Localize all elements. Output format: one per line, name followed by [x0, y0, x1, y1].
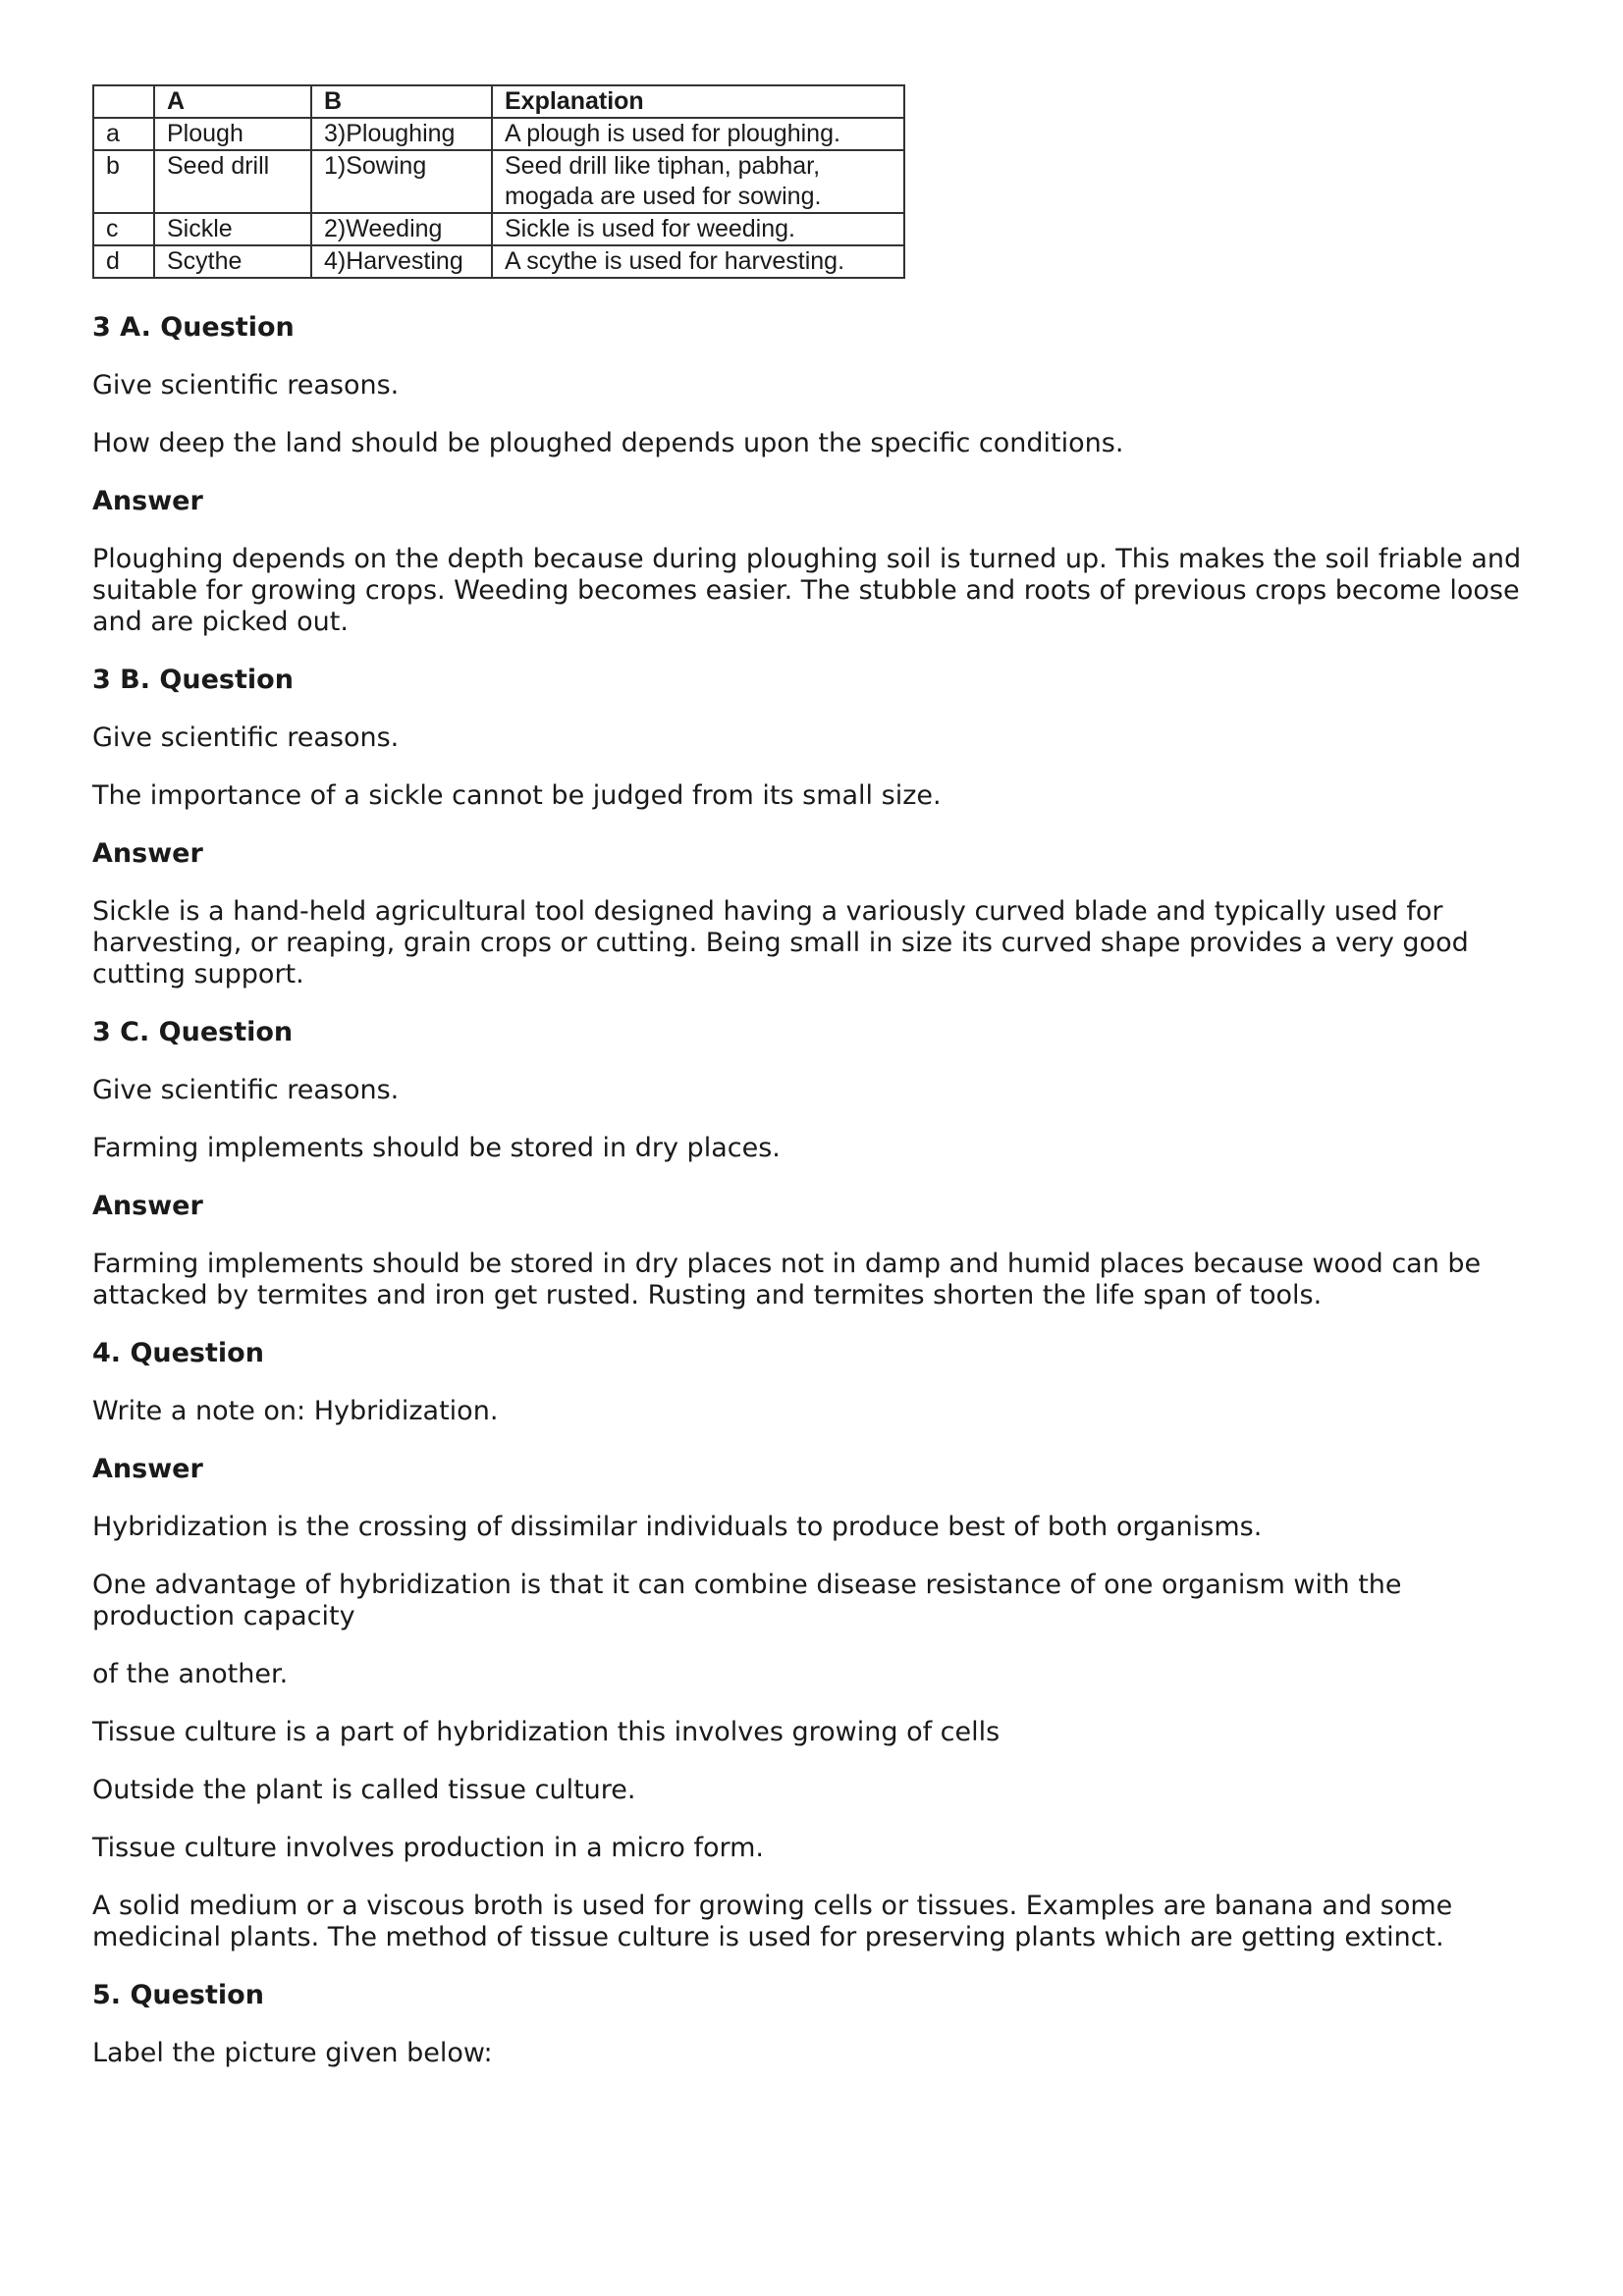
question-section-3a — [92, 312, 1536, 638]
question-heading: 4. Question — [92, 1338, 264, 1368]
table-row — [93, 245, 904, 278]
question-text: The importance of a sickle cannot be judged from its small size. — [92, 780, 942, 811]
question-heading: 5. Question — [92, 1980, 264, 2010]
table-cell: Plough — [154, 118, 311, 150]
answer-heading: Answer — [92, 1454, 203, 1484]
answer-text: of the another. — [92, 1659, 289, 1689]
question-text: Give scientific reasons. — [92, 1075, 400, 1105]
table-cell: Scythe — [154, 245, 311, 278]
table-header-cell: Explanation — [492, 85, 904, 118]
question-text: Farming implements should be stored in dry places. — [92, 1133, 781, 1163]
table-row — [93, 213, 904, 245]
table-row — [93, 150, 904, 213]
question-section-4 — [92, 1338, 1536, 1953]
question-heading: 3 B. Question — [92, 665, 294, 695]
question-section-3b — [92, 665, 1536, 990]
answer-text: Hybridization is the crossing of dissimilar individuals to produce best of both organisms. — [92, 1512, 1263, 1542]
table-cell: b — [93, 150, 154, 213]
question-text: Give scientific reasons. — [92, 370, 400, 400]
table-cell: 1)Sowing — [311, 150, 492, 213]
table-cell: Seed drill like tiphan, pabhar, mogada are used for sowing. — [492, 150, 904, 213]
answer-text: Tissue culture is a part of hybridization this involves growing of cells — [92, 1717, 1001, 1747]
table-cell: A plough is used for ploughing. — [492, 118, 904, 150]
answer-heading: Answer — [92, 838, 203, 869]
answer-heading: Answer — [92, 486, 203, 516]
answer-text: Outside the plant is called tissue culture. — [92, 1775, 636, 1805]
match-table — [92, 84, 905, 279]
answer-text: Farming implements should be stored in dry places not in damp and humid places because wood can be attacked by termites and iron get rusted. Rusting and termites shorten the life span of tools. — [92, 1249, 1482, 1310]
table-header-cell — [93, 85, 154, 118]
table-cell: Sickle — [154, 213, 311, 245]
table-cell: 2)Weeding — [311, 213, 492, 245]
table-header-cell: A — [154, 85, 311, 118]
question-text: Label the picture given below: — [92, 2038, 493, 2068]
question-section-3c — [92, 1017, 1536, 1311]
answer-text: Ploughing depends on the depth because during ploughing soil is turned up. This makes the soil friable and suitable for growing crops. Weeding becomes easier. The stubble and roots of previous crops become loose and are picked out. — [92, 544, 1522, 637]
question-text: Write a note on: Hybridization. — [92, 1396, 499, 1426]
question-heading: 3 C. Question — [92, 1017, 294, 1047]
table-row — [93, 118, 904, 150]
question-heading: 3 A. Question — [92, 312, 295, 343]
table-header-cell: B — [311, 85, 492, 118]
question-section-5 — [92, 1980, 1536, 2069]
answer-heading: Answer — [92, 1191, 203, 1221]
question-text: Give scientific reasons. — [92, 722, 400, 753]
document-page — [92, 84, 1536, 2096]
table-cell: 3)Ploughing — [311, 118, 492, 150]
table-cell: 4)Harvesting — [311, 245, 492, 278]
table-header-row — [93, 85, 904, 118]
table-cell: d — [93, 245, 154, 278]
answer-text: A solid medium or a viscous broth is used for growing cells or tissues. Examples are banana and some medicinal plants. The method of tissue culture is used for preserving plants which are getting extinct. — [92, 1891, 1453, 1952]
answer-text: Tissue culture involves production in a micro form. — [92, 1833, 764, 1863]
table-cell: a — [93, 118, 154, 150]
table-cell: Seed drill — [154, 150, 311, 213]
table-cell: Sickle is used for weeding. — [492, 213, 904, 245]
answer-text: Sickle is a hand-held agricultural tool designed having a variously curved blade and typically used for harvesting, or reaping, grain crops or cutting. Being small in size its curved shape provides a very good cutting support. — [92, 896, 1469, 989]
question-text: How deep the land should be ploughed depends upon the specific conditions. — [92, 428, 1124, 458]
table-cell: A scythe is used for harvesting. — [492, 245, 904, 278]
answer-text: One advantage of hybridization is that it can combine disease resistance of one organism with the production capacity — [92, 1570, 1402, 1631]
table-cell: c — [93, 213, 154, 245]
